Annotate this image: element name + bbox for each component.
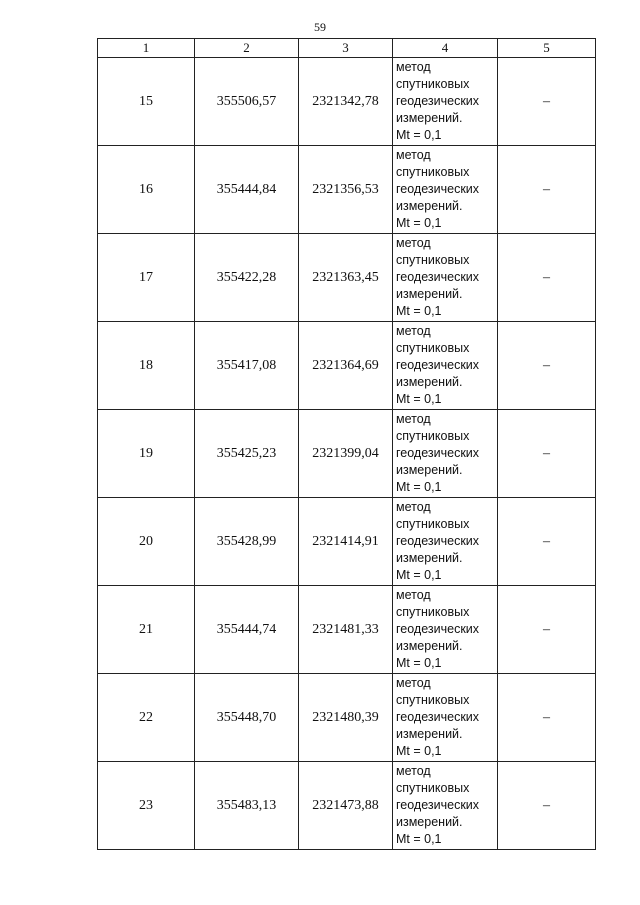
measurement-method: метод спутниковых геодезических измерений. Mt = 0,1 (393, 146, 498, 234)
measurement-method: метод спутниковых геодезических измерений. Mt = 0,1 (393, 498, 498, 586)
point-number: 21 (98, 586, 195, 674)
coordinate-y: 2321364,69 (299, 322, 393, 410)
note-cell: – (498, 146, 596, 234)
table-row (98, 498, 596, 586)
coordinates-table (97, 38, 596, 850)
table-row (98, 322, 596, 410)
point-number: 20 (98, 498, 195, 586)
table-row (98, 146, 596, 234)
table-row (98, 674, 596, 762)
coordinate-x: 355448,70 (195, 674, 299, 762)
column-header-4: 4 (393, 39, 498, 58)
point-number: 18 (98, 322, 195, 410)
measurement-method: метод спутниковых геодезических измерений. Mt = 0,1 (393, 586, 498, 674)
point-number: 15 (98, 58, 195, 146)
note-cell: – (498, 498, 596, 586)
coordinate-y: 2321414,91 (299, 498, 393, 586)
point-number: 17 (98, 234, 195, 322)
note-cell: – (498, 234, 596, 322)
page-number: 59 (314, 20, 326, 34)
coordinate-x: 355506,57 (195, 58, 299, 146)
column-header-3: 3 (299, 39, 393, 58)
measurement-method: метод спутниковых геодезических измерений. Mt = 0,1 (393, 762, 498, 850)
coordinate-y: 2321481,33 (299, 586, 393, 674)
table-row (98, 234, 596, 322)
table-row (98, 586, 596, 674)
coordinate-x: 355425,23 (195, 410, 299, 498)
note-cell: – (498, 762, 596, 850)
coordinate-x: 355422,28 (195, 234, 299, 322)
point-number: 23 (98, 762, 195, 850)
measurement-method: метод спутниковых геодезических измерений. Mt = 0,1 (393, 410, 498, 498)
point-number: 19 (98, 410, 195, 498)
coordinate-x: 355417,08 (195, 322, 299, 410)
coordinate-y: 2321399,04 (299, 410, 393, 498)
measurement-method: метод спутниковых геодезических измерений. Mt = 0,1 (393, 58, 498, 146)
table-row (98, 410, 596, 498)
column-header-5: 5 (498, 39, 596, 58)
measurement-method: метод спутниковых геодезических измерений. Mt = 0,1 (393, 674, 498, 762)
coordinate-y: 2321363,45 (299, 234, 393, 322)
note-cell: – (498, 586, 596, 674)
measurement-method: метод спутниковых геодезических измерений. Mt = 0,1 (393, 234, 498, 322)
header-row (98, 39, 596, 58)
coordinate-x: 355483,13 (195, 762, 299, 850)
point-number: 22 (98, 674, 195, 762)
coordinate-x: 355444,84 (195, 146, 299, 234)
coordinate-y: 2321356,53 (299, 146, 393, 234)
column-header-2: 2 (195, 39, 299, 58)
coordinate-y: 2321342,78 (299, 58, 393, 146)
coordinate-x: 355428,99 (195, 498, 299, 586)
coordinate-y: 2321480,39 (299, 674, 393, 762)
column-header-1: 1 (98, 39, 195, 58)
point-number: 16 (98, 146, 195, 234)
table-row (98, 762, 596, 850)
measurement-method: метод спутниковых геодезических измерений. Mt = 0,1 (393, 322, 498, 410)
table-row (98, 58, 596, 146)
note-cell: – (498, 410, 596, 498)
coordinate-y: 2321473,88 (299, 762, 393, 850)
note-cell: – (498, 58, 596, 146)
note-cell: – (498, 674, 596, 762)
note-cell: – (498, 322, 596, 410)
coordinate-x: 355444,74 (195, 586, 299, 674)
